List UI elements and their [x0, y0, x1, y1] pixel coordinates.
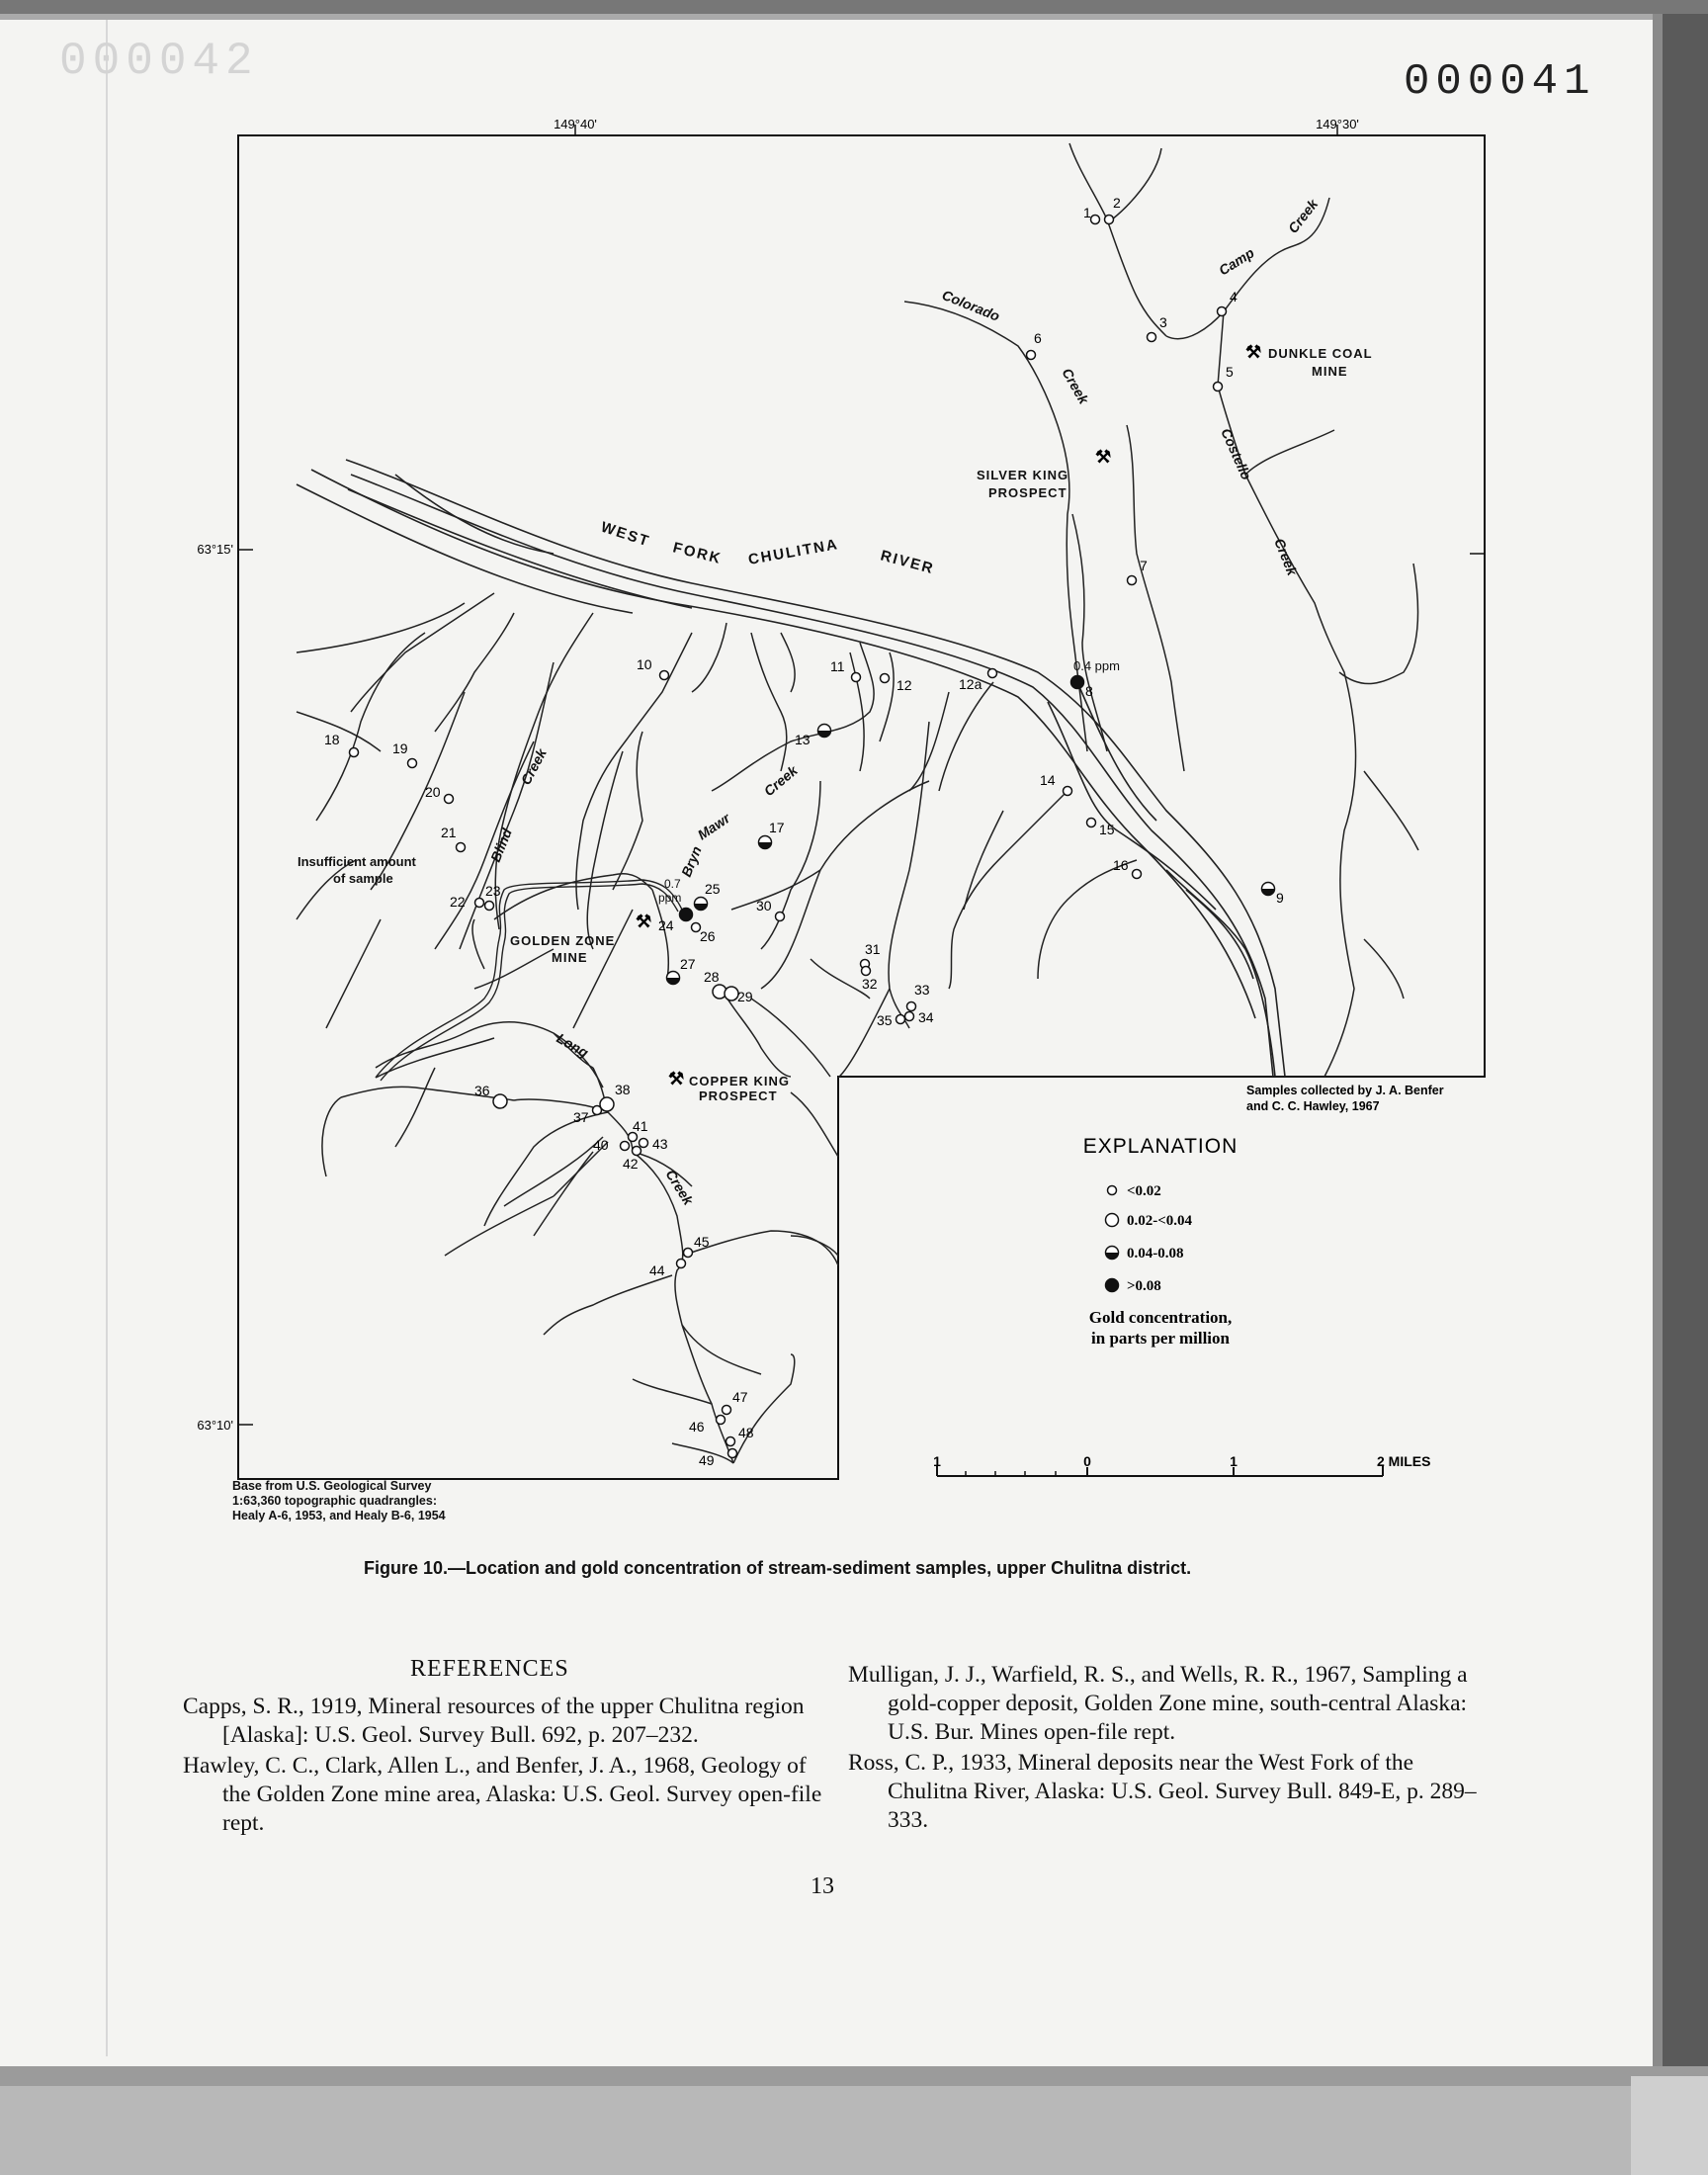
label-costello-creek: Creek: [1271, 536, 1301, 578]
copper-king-icon: ⚒: [668, 1069, 685, 1088]
sample-label-12: 12: [897, 677, 912, 693]
sample-label-29: 29: [737, 989, 753, 1004]
sample-label-49: 49: [699, 1452, 715, 1468]
reference-hawley: [183, 1752, 825, 1838]
figure-caption: Figure 10.—Location and gold concentration of stream-sediment samples, upper Chulitna district.: [364, 1558, 1192, 1578]
sample-label-44: 44: [649, 1262, 665, 1278]
sample-marker-14: [1064, 787, 1072, 796]
sample-marker-43: [640, 1139, 648, 1148]
legend-label-0-04-0-08: 0.04-0.08: [1127, 1246, 1184, 1262]
reference-ross-first: Ross, C. P., 1933, Mineral deposits near the West: [848, 1750, 1305, 1776]
base-note-line-1: Base from U.S. Geological Survey: [232, 1479, 432, 1493]
ghost-document-number: 000042: [59, 36, 259, 87]
legend-caption-2: in parts per million: [1091, 1329, 1230, 1348]
sample-marker-6: [1027, 351, 1036, 360]
sample-label-11: 11: [830, 658, 845, 674]
graticule-ticks: [238, 125, 1485, 1425]
sample-label-33: 33: [914, 982, 930, 998]
sample-marker-2: [1105, 216, 1114, 224]
sample-label-31: 31: [865, 941, 881, 957]
sample-label-41: 41: [633, 1118, 648, 1134]
sample-label-14: 14: [1040, 772, 1056, 788]
sample-markers: [324, 195, 1284, 1468]
sample-marker-38: [600, 1097, 614, 1111]
reference-mulligan: [848, 1661, 1491, 1747]
sample-label-32: 32: [862, 976, 878, 992]
sample-label-24: 24: [658, 917, 674, 933]
sample-label-43: 43: [652, 1136, 668, 1152]
legend-title: EXPLANATION: [1082, 1135, 1238, 1158]
references-heading: REFERENCES: [410, 1656, 569, 1682]
reference-ross: [848, 1749, 1491, 1835]
sample-label-20: 20: [425, 784, 441, 800]
reference-capps: [183, 1693, 825, 1750]
reference-ross-rest: Fork of the Chulitna River, Alaska: U.S. Geol. Survey Bull. 849-E, p. 289–333.: [888, 1750, 1477, 1833]
sample-marker-46: [717, 1416, 726, 1425]
sample-marker-35: [897, 1015, 905, 1024]
sample-marker-23: [485, 902, 494, 911]
sample-marker-16: [1133, 870, 1142, 879]
page-number: 13: [811, 1873, 834, 1899]
label-dunkle-2: MINE: [1312, 364, 1348, 379]
document-number: 000041: [1404, 57, 1596, 107]
label-copper-king-1: COPPER KING: [689, 1074, 791, 1088]
sample-label-48: 48: [738, 1425, 754, 1440]
sample-label-37: 37: [573, 1109, 589, 1125]
sample-marker-34: [905, 1012, 914, 1021]
label-west: WEST: [598, 518, 652, 551]
sample-label-12a: 12a: [959, 676, 982, 692]
sample-marker-11: [852, 673, 861, 682]
samples-note-2: and C. C. Hawley, 1967: [1246, 1099, 1380, 1113]
label-costello: Costello: [1218, 425, 1255, 482]
legend-symbol-gt-0-08: [1106, 1279, 1119, 1292]
label-0-7: 0.7: [664, 877, 681, 891]
base-map-note: [232, 1479, 446, 1523]
label-chulitna: CHULITNA: [746, 536, 840, 568]
legend-symbol-0-02-0-04: [1106, 1214, 1119, 1227]
sample-label-15: 15: [1099, 822, 1115, 837]
sample-label-36: 36: [474, 1083, 490, 1098]
sample-label-19: 19: [392, 740, 408, 756]
sample-marker-19: [408, 759, 417, 768]
label-insufficient-2: of sample: [333, 871, 393, 886]
label-blind-creek: Creek: [517, 745, 550, 788]
label-camp-creek: Creek: [1284, 196, 1322, 236]
sample-label-45: 45: [694, 1234, 710, 1250]
sample-label-38: 38: [615, 1082, 631, 1097]
sample-label-46: 46: [689, 1419, 705, 1435]
lon-tick-149-40: 149°40': [554, 117, 597, 131]
label-golden-zone-2: MINE: [552, 950, 588, 965]
golden-zone-road: [376, 880, 682, 1081]
sample-marker-40: [621, 1142, 630, 1151]
label-0-4-ppm: 0.4 ppm: [1073, 658, 1120, 673]
lat-tick-63-15: 63°15': [197, 542, 233, 557]
sample-marker-36: [493, 1094, 507, 1108]
sample-label-2: 2: [1113, 195, 1121, 211]
reference-capps-rest: Chulitna region [Alaska]: U.S. Geol. Survey Bull. 692, p. 207–232.: [222, 1694, 805, 1748]
sample-label-47: 47: [732, 1389, 748, 1405]
sample-label-18: 18: [324, 732, 340, 747]
sample-label-21: 21: [441, 825, 457, 840]
label-mawr: Mawr: [694, 810, 733, 843]
scale-bar: [937, 1465, 1383, 1476]
legend-label-0-02-0-04: 0.02-<0.04: [1127, 1213, 1193, 1229]
label-silver-king-1: SILVER KING: [977, 468, 1069, 482]
reference-hawley-rest: 1968, Geology of the Golden Zone mine area, Alaska: U.S. Geol. Survey open-file rept.: [222, 1753, 822, 1836]
label-ppm: ppm: [658, 891, 682, 905]
sample-label-16: 16: [1113, 857, 1129, 873]
sample-marker-29: [725, 987, 738, 1000]
legend-label-lt-0-02: <0.02: [1127, 1183, 1161, 1199]
mine-symbols: [636, 342, 1261, 1088]
sample-label-3: 3: [1159, 314, 1167, 330]
sample-marker-8: [1071, 676, 1084, 689]
place-labels: [298, 195, 1373, 1208]
sample-marker-12a: [988, 669, 997, 678]
scale-label-2-miles: 2 MILES: [1377, 1453, 1431, 1469]
scale-label-0: 0: [1083, 1453, 1091, 1469]
label-colorado-creek: Creek: [1059, 365, 1092, 407]
label-fork: FORK: [671, 539, 725, 568]
sample-label-4: 4: [1230, 289, 1238, 304]
sample-marker-7: [1128, 576, 1137, 585]
sample-marker-30: [776, 913, 785, 921]
sample-marker-24: [680, 909, 693, 921]
sample-label-10: 10: [637, 656, 652, 672]
sample-marker-5: [1214, 383, 1223, 392]
sample-label-6: 6: [1034, 330, 1042, 346]
scale-label-1b: 1: [1230, 1453, 1238, 1469]
sample-label-34: 34: [918, 1009, 934, 1025]
label-bryn-creek: Creek: [760, 762, 801, 800]
sample-marker-3: [1148, 333, 1156, 342]
label-silver-king-2: PROSPECT: [988, 485, 1068, 500]
sample-marker-33: [907, 1002, 916, 1011]
sample-marker-10: [660, 671, 669, 680]
sample-label-17: 17: [769, 820, 785, 835]
sample-label-27: 27: [680, 956, 696, 972]
map-frame: [238, 135, 1485, 1479]
reference-mulligan-first: Mulligan, J. J., Warfield, R. S., and Wells, R. R.,: [848, 1662, 1299, 1688]
sample-label-26: 26: [700, 928, 716, 944]
label-copper-king-2: PROSPECT: [699, 1088, 778, 1103]
label-long-creek: Creek: [662, 1167, 697, 1208]
sample-label-25: 25: [705, 881, 721, 897]
sample-label-35: 35: [877, 1012, 893, 1028]
sample-marker-45: [684, 1249, 693, 1258]
sample-marker-1: [1091, 216, 1100, 224]
sample-label-7: 7: [1140, 558, 1148, 573]
reference-hawley-first: Hawley, C. C., Clark, Allen L., and Benfer, J. A.,: [183, 1753, 638, 1779]
lat-tick-63-10: 63°10': [197, 1418, 233, 1433]
label-blind: Blind: [486, 826, 515, 865]
sample-label-40: 40: [593, 1137, 609, 1153]
sample-marker-22: [475, 899, 484, 908]
label-insufficient-1: Insufficient amount: [298, 854, 416, 869]
sample-marker-4: [1218, 307, 1227, 316]
sample-label-22: 22: [450, 894, 466, 910]
silver-king-icon: ⚒: [1095, 447, 1112, 467]
references-column-left: [183, 1693, 825, 1840]
label-bryn: Bryn: [677, 843, 705, 880]
sample-label-8: 8: [1085, 683, 1093, 699]
base-note-line-3: Healy A-6, 1953, and Healy B-6, 1954: [232, 1509, 446, 1522]
sample-label-42: 42: [623, 1156, 639, 1172]
references-column-right: [848, 1661, 1491, 1837]
explanation-legend: [1083, 1135, 1238, 1348]
sample-marker-32: [862, 967, 871, 976]
legend-caption-1: Gold concentration,: [1088, 1308, 1233, 1327]
sample-marker-20: [445, 795, 454, 804]
label-long: Long: [554, 1029, 592, 1061]
reference-capps-first: Capps, S. R., 1919, Mineral resources of the upper: [183, 1694, 653, 1719]
dunkle-mine-icon: ⚒: [1245, 342, 1262, 362]
label-dunkle-1: DUNKLE COAL: [1268, 346, 1373, 361]
golden-zone-icon: ⚒: [636, 912, 652, 931]
samples-note-1: Samples collected by J. A. Benfer: [1246, 1084, 1444, 1097]
sample-label-1: 1: [1083, 205, 1091, 220]
sample-label-30: 30: [756, 898, 772, 914]
sample-marker-12: [881, 674, 890, 683]
sample-label-23: 23: [485, 883, 501, 899]
lon-tick-149-30: 149°30': [1316, 117, 1359, 131]
label-river: RIVER: [878, 547, 937, 578]
sample-marker-47: [723, 1406, 731, 1415]
sample-label-13: 13: [795, 732, 811, 747]
sample-marker-15: [1087, 819, 1096, 827]
legend-label-gt-0-08: >0.08: [1127, 1278, 1161, 1294]
sample-label-5: 5: [1226, 364, 1234, 380]
sample-marker-42: [633, 1147, 641, 1156]
sample-marker-49: [728, 1449, 737, 1458]
sample-label-28: 28: [704, 969, 720, 985]
sample-marker-21: [457, 843, 466, 852]
sample-marker-44: [677, 1260, 686, 1268]
sample-label-9: 9: [1276, 890, 1284, 906]
sample-marker-18: [350, 748, 359, 757]
base-note-line-2: 1:63,360 topographic quadrangles:: [232, 1494, 437, 1508]
scale-label-1: 1: [933, 1453, 941, 1469]
label-camp: Camp: [1216, 244, 1257, 279]
reference-mulligan-rest: 1967, Sampling a gold-copper deposit, Golden Zone mine, south-central Alaska: U.S. Bur. Mines open-file rept.: [888, 1662, 1468, 1745]
label-golden-zone-1: GOLDEN ZONE: [510, 933, 616, 948]
sample-marker-48: [726, 1437, 735, 1446]
label-colorado: Colorado: [939, 286, 1002, 324]
legend-symbol-lt-0-02: [1108, 1186, 1117, 1195]
